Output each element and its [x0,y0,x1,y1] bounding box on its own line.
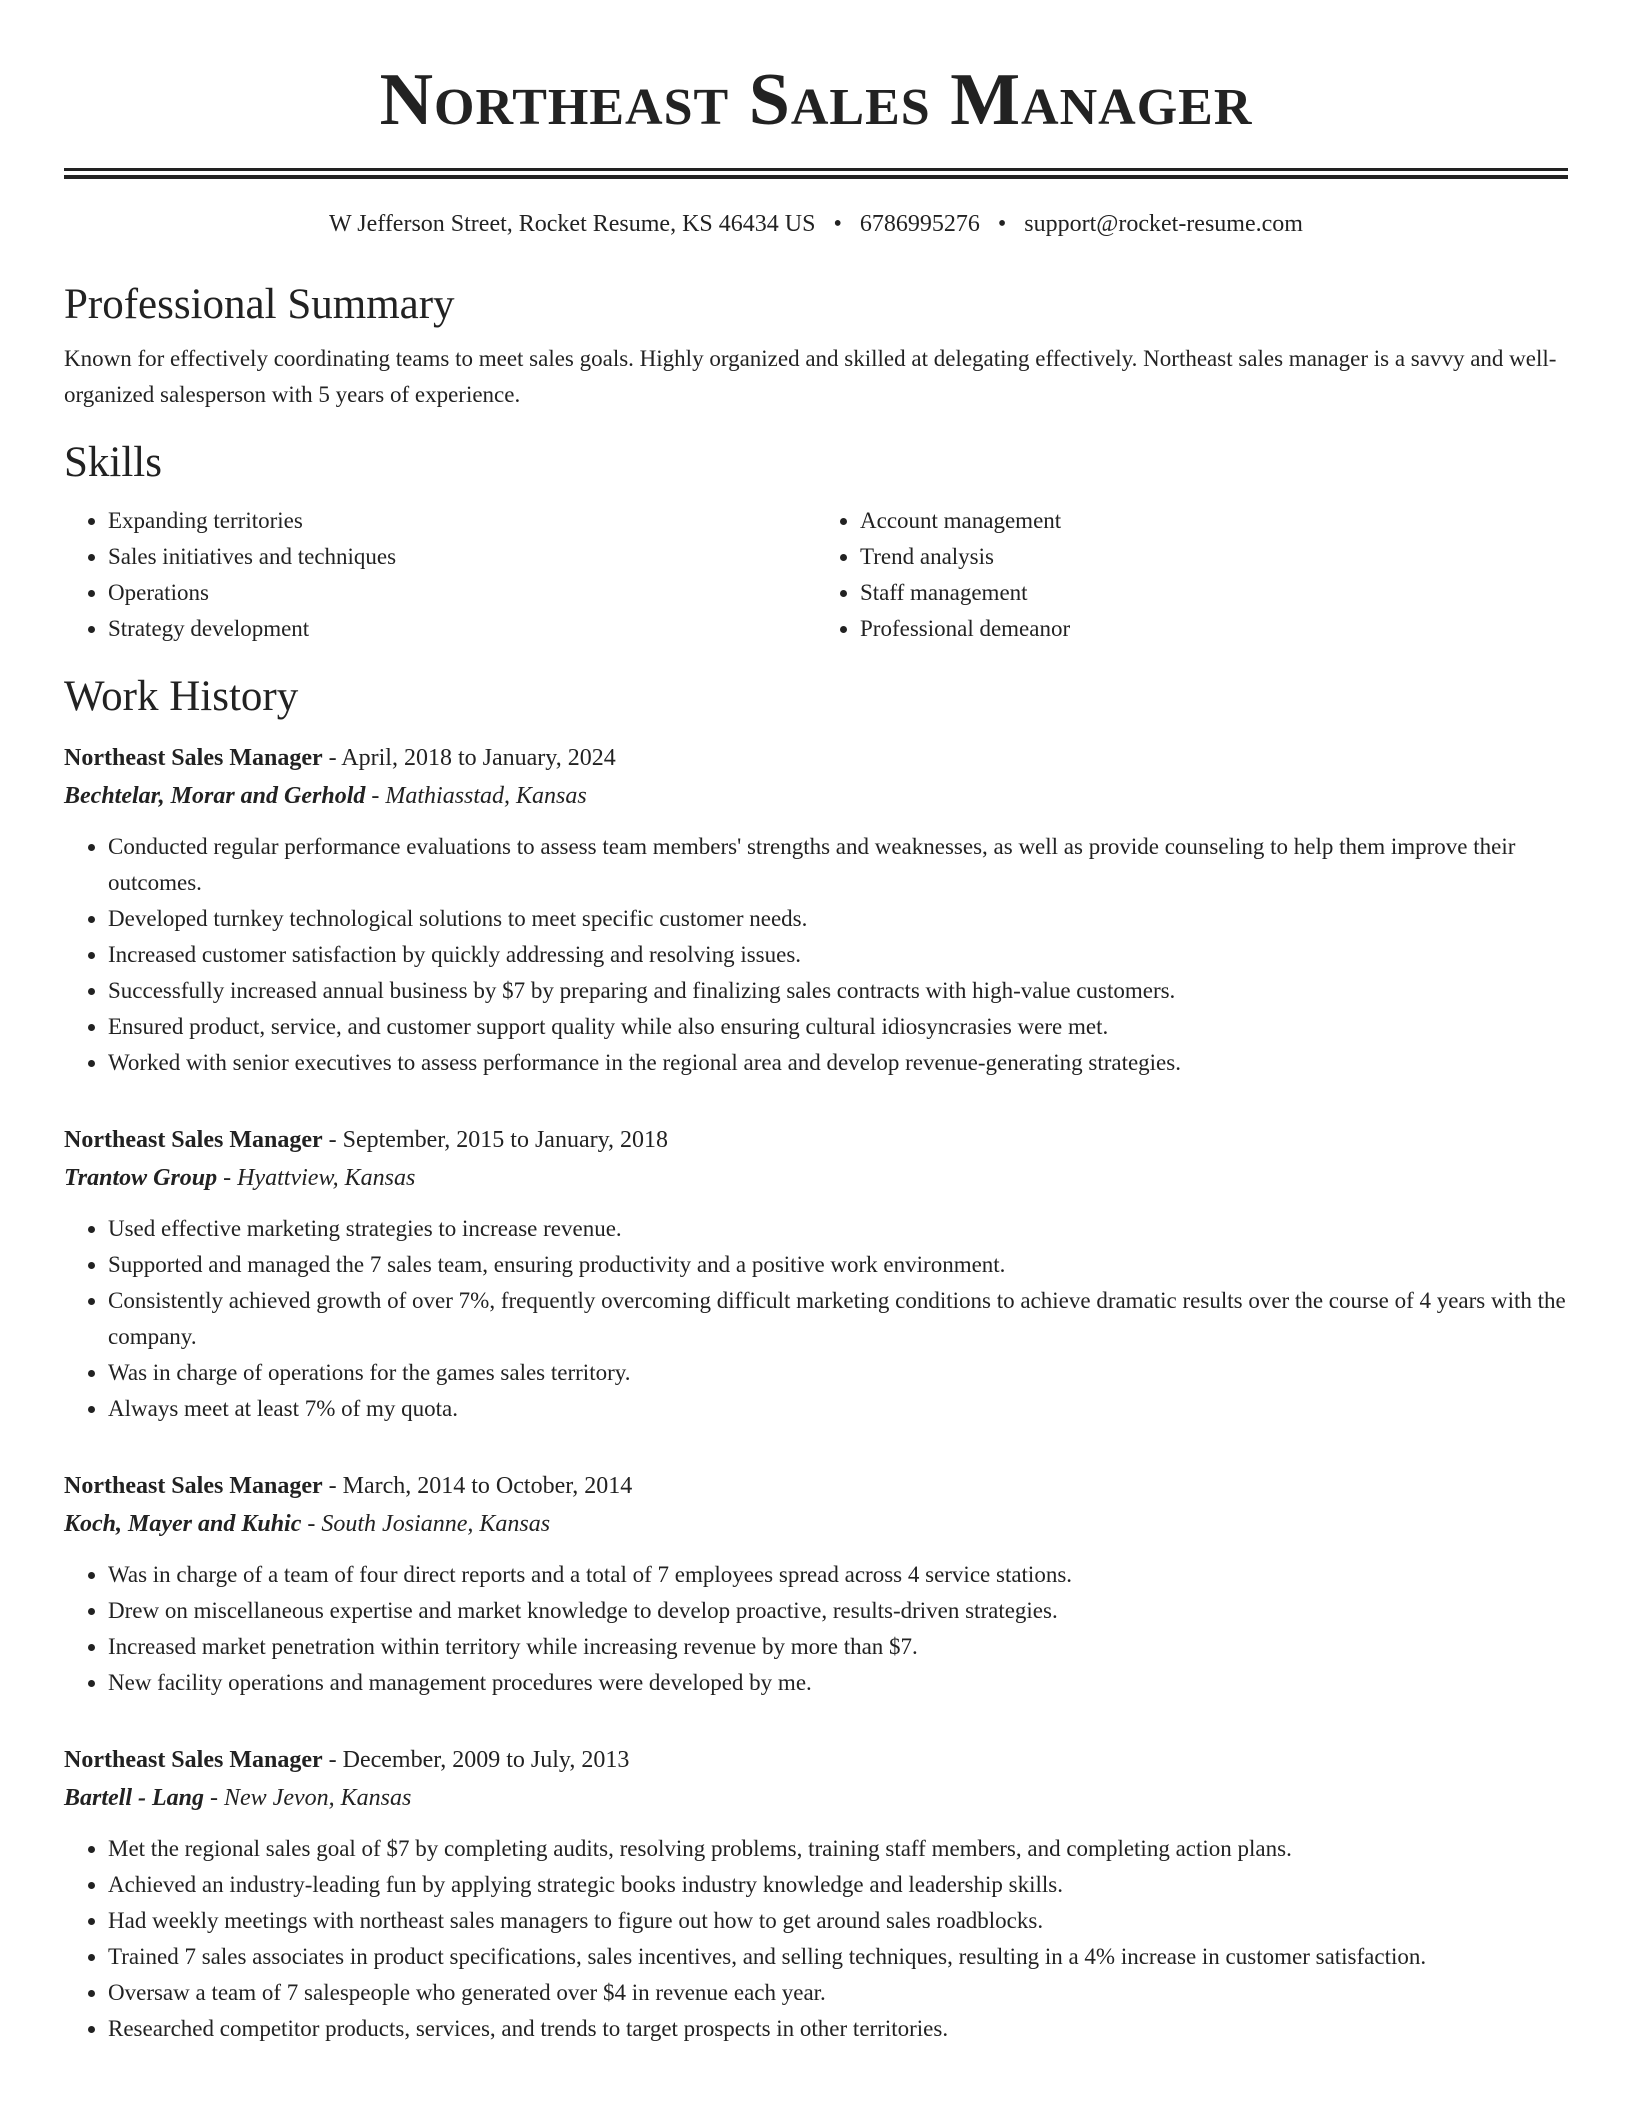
job-bullet: • Trained 7 sales associates in product specifications, sales incentives, and selling techniques, resulting in a 4% increase in customer satisfaction. [108,1939,1568,1975]
job-title: Northeast Sales Manager [64,1473,323,1499]
skill-item: • Sales initiatives and techniques [108,539,816,575]
job-location: - South Josianne, Kansas [301,1511,551,1537]
job-bullet: • Oversaw a team of 7 salespeople who generated over $4 in revenue each year. [108,1975,1568,2011]
job-dates: - March, 2014 to October, 2014 [322,1473,633,1499]
job-bullet: • Achieved an industry-leading fun by applying strategic books industry knowledge and leadership skills. [108,1867,1568,1903]
job-bullet: • Ensured product, service, and customer support quality while also ensuring cultural idiosyncrasies were met. [108,1009,1568,1045]
job-entry [64,1121,1568,1427]
job-header [64,1121,1568,1159]
job-company: Trantow Group [64,1165,218,1191]
job-header [64,1741,1568,1779]
contact-email: support@rocket-resume.com [1024,211,1303,237]
job-company: Koch, Mayer and Kuhic [64,1511,302,1537]
job-company: Bechtelar, Morar and Gerhold [64,783,366,809]
job-bullet: • Supported and managed the 7 sales team, ensuring productivity and a positive work environment. [108,1247,1568,1283]
title-divider [64,168,1568,179]
skills-left-list [64,503,816,647]
job-bullets [64,1211,1568,1427]
job-employer [64,1159,1568,1197]
job-bullet: • Was in charge of operations for the games sales territory. [108,1355,1568,1391]
skill-item: • Professional demeanor [860,611,1568,647]
job-bullet: • Always meet at least 7% of my quota. [108,1391,1568,1427]
job-bullet: • Met the regional sales goal of $7 by completing audits, resolving problems, training staff members, and completing action plans. [108,1831,1568,1867]
job-bullet: • Successfully increased annual business by $7 by preparing and finalizing sales contracts with high-value customers. [108,973,1568,1009]
job-location: - Hyattview, Kansas [217,1165,416,1191]
job-location: - New Jevon, Kansas [204,1785,412,1811]
job-bullet: • Developed turnkey technological solutions to meet specific customer needs. [108,901,1568,937]
contact-address: W Jefferson Street, Rocket Resume, KS 46434 US [329,211,816,237]
summary-text: Known for effectively coordinating teams to meet sales goals. Highly organized and skilled at delegating effectively. Northeast sales manager is a savvy and well-organized salesperson with 5 years of experience. [64,346,1557,407]
job-entry [64,739,1568,1081]
work-history-heading: Work History [64,673,299,720]
job-header [64,1467,1568,1505]
job-title: Northeast Sales Manager [64,1127,323,1153]
skill-item: • Strategy development [108,611,816,647]
job-employer [64,1779,1568,1817]
job-bullet: • Increased customer satisfaction by quickly addressing and resolving issues. [108,937,1568,973]
job-dates: - April, 2018 to January, 2024 [322,745,616,771]
contact-line [64,209,1568,239]
skill-item: • Trend analysis [860,539,1568,575]
summary-heading: Professional Summary [64,281,455,328]
job-bullet: • Drew on miscellaneous expertise and market knowledge to develop proactive, results-driven strategies. [108,1593,1568,1629]
job-bullets [64,1831,1568,2047]
skill-item: • Account management [860,503,1568,539]
job-employer [64,1505,1568,1543]
contact-separator: • [833,211,842,237]
job-dates: - December, 2009 to July, 2013 [322,1747,630,1773]
job-bullet: • Worked with senior executives to assess performance in the regional area and develop revenue-generating strategies. [108,1045,1568,1081]
job-bullets [64,1557,1568,1701]
job-bullet: • Used effective marketing strategies to increase revenue. [108,1211,1568,1247]
skill-item: • Staff management [860,575,1568,611]
job-bullet: • Had weekly meetings with northeast sales managers to figure out how to get around sales roadblocks. [108,1903,1568,1939]
job-title: Northeast Sales Manager [64,745,323,771]
job-title: Northeast Sales Manager [64,1747,323,1773]
job-bullet: • New facility operations and management procedures were developed by me. [108,1665,1568,1701]
job-bullet: • Researched competitor products, services, and trends to target prospects in other territories. [108,2011,1568,2047]
job-dates: - September, 2015 to January, 2018 [322,1127,669,1153]
skills-heading: Skills [64,439,162,486]
job-bullets [64,829,1568,1081]
job-bullet: • Was in charge of a team of four direct reports and a total of 7 employees spread across 4 service stations. [108,1557,1568,1593]
job-bullet: • Increased market penetration within territory while increasing revenue by more than $7. [108,1629,1568,1665]
skills-columns [64,503,1568,647]
job-bullet: • Conducted regular performance evaluations to assess team members' strengths and weaknesses, as well as provide counseling to help them improve their outcomes. [108,829,1568,901]
job-entry [64,1741,1568,2047]
contact-phone: 6786995276 [859,211,980,237]
job-company: Bartell - Lang [64,1785,205,1811]
resume-title: Northeast Sales Manager [379,59,1253,141]
contact-separator: • [997,211,1007,237]
job-entry [64,1467,1568,1701]
job-header [64,739,1568,777]
job-location: - Mathiasstad, Kansas [365,783,587,809]
job-employer [64,777,1568,815]
job-bullet: • Consistently achieved growth of over 7%, frequently overcoming difficult marketing conditions to achieve dramatic results over the course of 4 years with the company. [108,1283,1568,1355]
skill-item: • Operations [108,575,816,611]
skill-item: • Expanding territories [108,503,816,539]
skills-right-list [816,503,1568,647]
